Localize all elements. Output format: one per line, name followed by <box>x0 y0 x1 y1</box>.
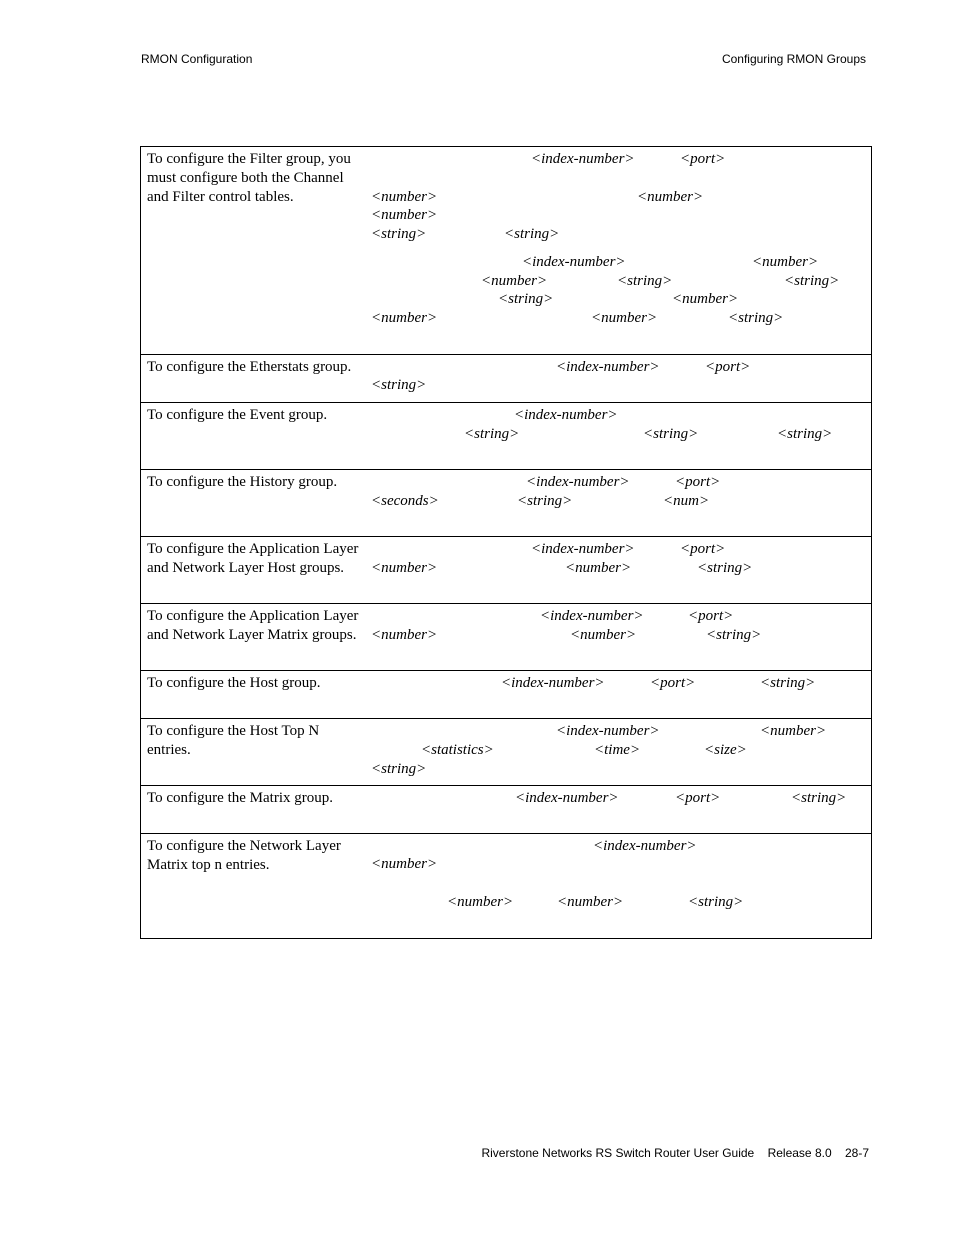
param-token: <string> <box>371 226 427 242</box>
param-token: <port> <box>680 151 726 167</box>
param-token: <string> <box>697 560 753 576</box>
param-token: <index-number> <box>526 474 630 490</box>
param-token: <index-number> <box>531 151 635 167</box>
param-token: <string> <box>371 761 427 777</box>
table-row-host-top-n <box>141 719 871 786</box>
row-description: To configure the Application Layer and Network Layer Matrix groups. <box>147 608 359 643</box>
param-token: <string> <box>498 291 554 307</box>
table-row-net-matrix-top-n <box>141 834 871 938</box>
footer-release: Release 8.0 <box>767 1146 832 1160</box>
table-row-event <box>141 403 871 470</box>
param-token: <number> <box>371 856 438 872</box>
param-token: <string> <box>706 627 762 643</box>
row-description: To configure the Filter group, you must configure both the Channel and Filter control tables. <box>147 151 351 205</box>
param-token: <time> <box>594 742 641 758</box>
param-token: <string> <box>371 377 427 393</box>
param-token: <string> <box>688 894 744 910</box>
row-description: To configure the Matrix group. <box>147 790 333 806</box>
param-token: <number> <box>672 291 739 307</box>
row-description: To configure the History group. <box>147 474 338 490</box>
param-token: <number> <box>760 723 827 739</box>
param-token: <statistics> <box>421 742 494 758</box>
param-token: <index-number> <box>501 675 605 691</box>
param-token: <string> <box>464 426 520 442</box>
running-header-left: RMON Configuration <box>141 52 253 66</box>
param-token: <number> <box>565 560 632 576</box>
param-token: <string> <box>617 273 673 289</box>
table-row-app-net-host <box>141 537 871 604</box>
param-token: <string> <box>784 273 840 289</box>
footer-guide-title: Riverstone Networks RS Switch Router User Guide <box>481 1146 755 1160</box>
param-token: <index-number> <box>531 541 635 557</box>
row-description: To configure the Host group. <box>147 675 321 691</box>
param-token: <number> <box>371 627 438 643</box>
param-token: <string> <box>791 790 847 806</box>
param-token: <port> <box>650 675 696 691</box>
row-description: To configure the Host Top N entries. <box>147 723 320 758</box>
running-header-right: Configuring RMON Groups <box>721 52 866 66</box>
row-description: To configure the Application Layer and Network Layer Host groups. <box>147 541 359 576</box>
table-row-app-net-matrix <box>141 604 871 671</box>
row-description: To configure the Etherstats group. <box>147 359 352 375</box>
table-row-etherstats <box>141 355 871 403</box>
param-token: <number> <box>371 207 438 223</box>
param-token: <string> <box>728 310 784 326</box>
running-footer <box>481 1146 869 1160</box>
param-token: <port> <box>705 359 751 375</box>
param-token: <index-number> <box>556 723 660 739</box>
row-description: To configure the Network Layer Matrix top n entries. <box>147 838 341 873</box>
param-token: <number> <box>371 310 438 326</box>
param-token: <string> <box>643 426 699 442</box>
param-token: <number> <box>557 894 624 910</box>
param-token: <number> <box>752 254 819 270</box>
table-row-matrix <box>141 786 871 834</box>
param-token: <number> <box>637 189 704 205</box>
param-token: <number> <box>447 894 514 910</box>
param-token: <string> <box>777 426 833 442</box>
param-token: <size> <box>704 742 747 758</box>
param-token: <number> <box>371 189 438 205</box>
param-token: <index-number> <box>593 838 697 854</box>
param-token: <index-number> <box>514 407 618 423</box>
param-token: <port> <box>675 474 721 490</box>
rmon-config-table <box>140 146 872 939</box>
param-token: <port> <box>680 541 726 557</box>
param-token: <index-number> <box>515 790 619 806</box>
param-token: <number> <box>591 310 658 326</box>
param-token: <port> <box>688 608 734 624</box>
footer-page-number: 28-7 <box>844 1146 869 1160</box>
param-token: <seconds> <box>371 493 439 509</box>
param-token: <number> <box>481 273 548 289</box>
param-token: <string> <box>504 226 560 242</box>
param-token: <num> <box>663 493 710 509</box>
param-token: <string> <box>517 493 573 509</box>
table-row-history <box>141 470 871 537</box>
row-description: To configure the Event group. <box>147 407 328 423</box>
table-row-filter-group <box>141 147 871 355</box>
param-token: <index-number> <box>522 254 626 270</box>
param-token: <index-number> <box>556 359 660 375</box>
table-row-host <box>141 671 871 719</box>
param-token: <number> <box>371 560 438 576</box>
param-token: <string> <box>760 675 816 691</box>
param-token: <number> <box>570 627 637 643</box>
param-token: <index-number> <box>540 608 644 624</box>
param-token: <port> <box>675 790 721 806</box>
